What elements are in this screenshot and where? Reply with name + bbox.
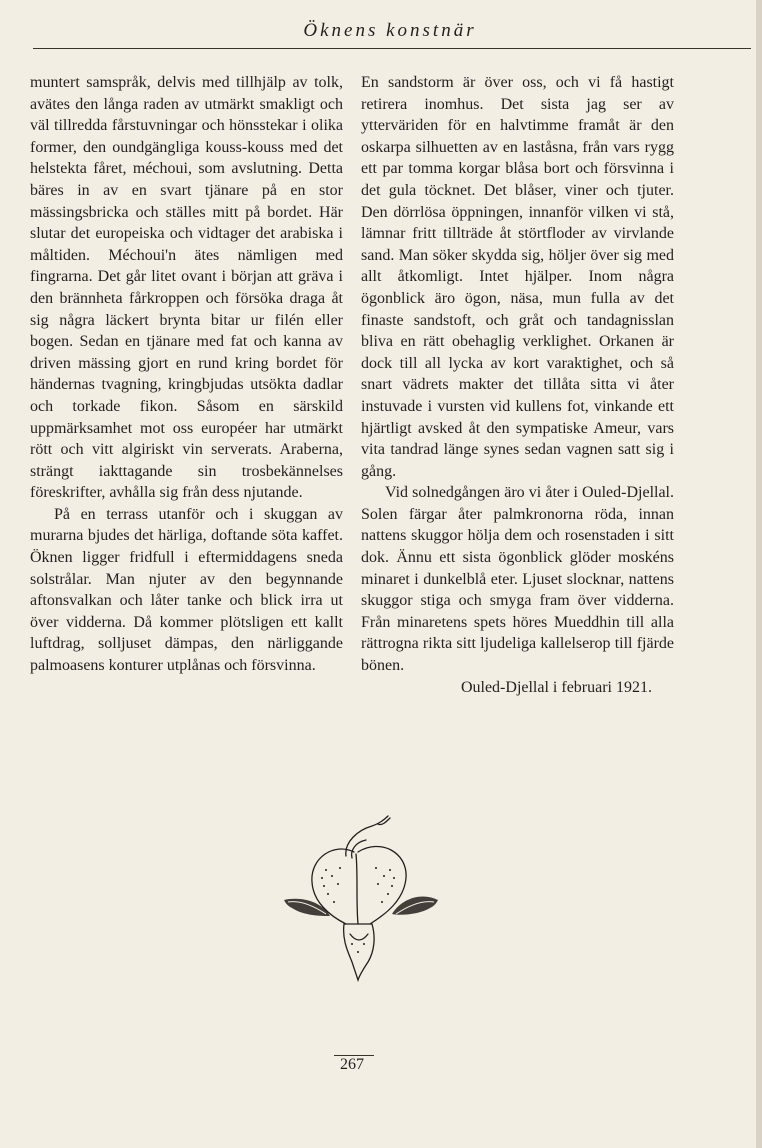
right-paragraph-2: Vid solnedgången äro vi åter i Ouled-Djellal. Solen färgar åter palmkronorna röda, innan nattens skuggor hölja dem och rosenstaden i sitt dok. Ännu ett sista ögonblick glöder moskéns minaret i dunkelblå eter. Ljuset slocknar, nattens skuggor stiga och smyga fram över vidderna. Från minaretens spets höres Mueddhin till alla rättrogna rikta sitt ljudeliga kallelserop till fjärde bönen.	[361, 484, 674, 675]
bleeding-heart-flower-icon	[282, 812, 442, 982]
header-rule	[33, 48, 751, 49]
page-edge	[756, 0, 762, 1148]
running-header: Öknens konstnär	[303, 20, 477, 41]
right-paragraph-1: En sandstorm är över oss, och vi få hastigt retirera inomhus. Det sista jag ser av ytterväriden för en halvtimme framåt är den oskarpa silhuetten av en laståsna, från vars rygg ett par tomma korgar blåsa bort och försvinna i det gula töcknet. Det blåser, viner och tjuter. Den dörrlösa öppningen, innanför vilken vi stå, lämnar fritt tillträde åt störtfloder av virvlande sand. Man söker skydda sig, höljer över sig med allt åtkomligt. Intet hjälper. Inom några ögonblick äro ögon, näsa, mun fulla av det finaste sandstoft, och gråt och tandagnisslan bliva en rätt obehaglig verklighet. Orkanen är dock till all lycka av kort varaktighet, och så snart vädrets makter det tillåta sitta vi åter instuvade i vursten vid kullens fot, vinkande ett hjärtligt avsked åt den sympatiske Ameur, vars vita tandrad länge synes sedan vagnen satt sig i gång.	[361, 74, 674, 480]
page-number: 267	[340, 1056, 364, 1073]
left-paragraph-1: muntert samspråk, delvis med tillhjälp av tolk, avätes den långa raden av utmärkt smakligt och väl tillredda fårstuvningar och hönsstekar i olika former, den oundgängliga kouss-kouss med det helstekta fåret, méchoui, som avslutning. Detta bäres in av en svart tjänare på en stor mässingsbricka och ställes mitt på bordet. Här slutar det europeiska och vidtager det arabiska i måltiden. Méchoui'n ätes nämligen med fingrarna. Det går litet ovant i början att gräva i den brännheta fårkroppen och försöka draga åt sig några läckert brynta bitar ur filén eller bogen. Sedan en tjänare med fat och kanna av driven mässing gjort en rund kring bordet för händernas tvagning, kringbjudas utsökta dadlar och torkade fikon. Såsom en särskild uppmärksamhet mot oss européer har utmärkt rött och vitt algiriskt vin serverats. Araberna, strängt iakttagande sin trosbekännelses föreskrifter, avhålla sig från dess njutande.	[30, 74, 343, 502]
left-column	[30, 72, 343, 677]
left-paragraph-2: På en terrass utanför och i skuggan av murarna bjudes det härliga, doftande söta kaffet. Öknen ligger fridfull i eftermiddagens sneda solstrålar. Man njuter av den begynnande aftonsvalkan och låter tanke och blick irra ut över vidderna. Då kommer plötsligen ett kallt luftdrag, solljuset dämpas, den närliggande palmoasens konturer utplånas och försvinna.	[30, 505, 343, 675]
right-column	[361, 72, 674, 698]
place-date-signature: Ouled-Djellal i februari 1921.	[460, 678, 652, 696]
